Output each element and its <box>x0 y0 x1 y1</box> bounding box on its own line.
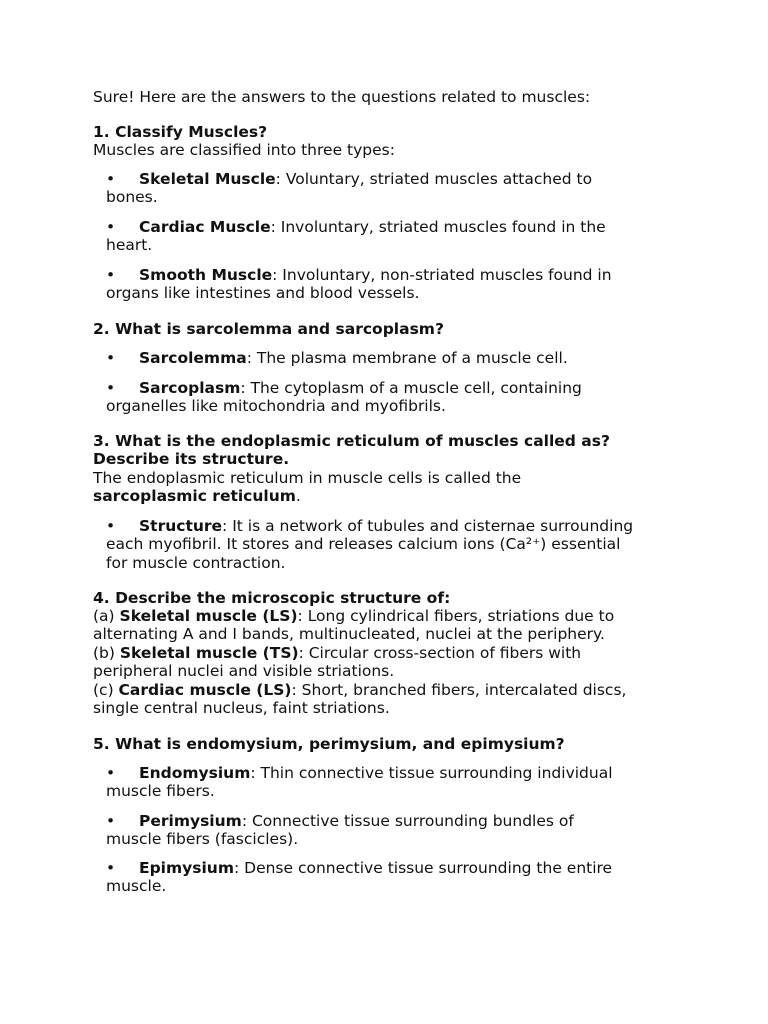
bullet: • <box>106 170 116 188</box>
definition: : Short, branched fibers, intercalated discs, <box>291 681 627 699</box>
term: Cardiac muscle (LS) <box>118 681 292 699</box>
item-prefix: (c) <box>93 681 119 699</box>
q5-heading: 5. What is endomysium, perimysium, and epimysium? <box>93 735 565 753</box>
definition-cont: organelles like mitochondria and myofibrils. <box>106 397 446 416</box>
q5-item-epimysium <box>106 859 691 896</box>
bullet: • <box>106 812 116 830</box>
bullet: • <box>106 218 116 236</box>
q3-item-structure <box>106 517 706 572</box>
definition-cont: heart. <box>106 236 153 255</box>
definition-cont: alternating A and I bands, multinucleated, nuclei at the periphery. <box>93 625 605 644</box>
definition-cont: muscle fibers (fascicles). <box>106 830 299 849</box>
q5-item-endomysium <box>106 764 691 801</box>
q3-lead <box>93 469 693 506</box>
q4-item-a <box>93 607 693 644</box>
item-prefix: (a) <box>93 607 120 625</box>
bullet: • <box>106 379 116 397</box>
bullet: • <box>106 859 116 877</box>
definition-cont: each myofibril. It stores and releases calcium ions (Ca²⁺) essential <box>106 535 621 554</box>
q4-heading: 4. Describe the microscopic structure of: <box>93 589 451 607</box>
q3-lead-term: sarcoplasmic reticulum <box>93 487 296 506</box>
definition: : Involuntary, non-striated muscles found in <box>272 266 612 284</box>
term: Skeletal Muscle <box>139 170 276 188</box>
definition: : It is a network of tubules and cisternae surrounding <box>222 517 634 535</box>
q2-heading: 2. What is sarcolemma and sarcoplasm? <box>93 320 444 338</box>
definition-cont: peripheral nuclei and visible striations. <box>93 662 395 681</box>
q1-item-skeletal <box>106 170 691 207</box>
term: Epimysium <box>139 859 234 877</box>
q5-item-perimysium <box>106 812 691 849</box>
term: Structure <box>139 517 223 535</box>
definition: : Long cylindrical fibers, striations due to <box>297 607 615 625</box>
term: Cardiac Muscle <box>139 218 271 236</box>
term: Skeletal muscle (TS) <box>119 644 299 662</box>
term: Smooth Muscle <box>139 266 273 284</box>
definition: : Involuntary, striated muscles found in the <box>270 218 606 236</box>
q3-heading-line2: Describe its structure. <box>93 450 290 469</box>
q1-lead: Muscles are classified into three types: <box>93 141 395 159</box>
bullet: • <box>106 266 116 284</box>
q1-heading: 1. Classify Muscles? <box>93 123 268 141</box>
definition: : Connective tissue surrounding bundles of <box>241 812 574 830</box>
bullet: • <box>106 517 116 535</box>
q1-item-cardiac <box>106 218 691 255</box>
term: Sarcoplasm <box>139 379 241 397</box>
term: Skeletal muscle (LS) <box>119 607 298 625</box>
term: Perimysium <box>139 812 242 830</box>
definition-cont: bones. <box>106 188 158 207</box>
item-prefix: (b) <box>93 644 120 662</box>
q1-item-smooth <box>106 266 691 303</box>
definition: : Voluntary, striated muscles attached to <box>275 170 593 188</box>
definition: : The plasma membrane of a muscle cell. <box>246 349 568 367</box>
q4-item-c <box>93 681 693 718</box>
definition-cont: muscle. <box>106 877 167 896</box>
bullet: • <box>106 764 116 782</box>
term: Sarcolemma <box>139 349 247 367</box>
definition-cont: muscle fibers. <box>106 782 215 801</box>
q3-lead-end: . <box>295 487 301 506</box>
q3-heading-line1: 3. What is the endoplasmic reticulum of muscles called as? <box>93 432 610 450</box>
q4-item-b <box>93 644 693 681</box>
definition: : Circular cross-section of fibers with <box>298 644 582 662</box>
definition: : Thin connective tissue surrounding individual <box>250 764 613 782</box>
term: Endomysium <box>139 764 251 782</box>
q2-item-sarcoplasm <box>106 379 691 416</box>
bullet: • <box>106 349 116 367</box>
q3-heading <box>93 432 733 469</box>
definition-cont-2: for muscle contraction. <box>106 553 286 572</box>
definition: : Dense connective tissue surrounding the entire <box>233 859 613 877</box>
q3-lead-line1: The endoplasmic reticulum in muscle cells is called the <box>93 469 522 487</box>
definition-cont: organs like intestines and blood vessels. <box>106 284 420 303</box>
definition-cont: single central nucleus, faint striations. <box>93 699 390 718</box>
intro-text: Sure! Here are the answers to the questions related to muscles: <box>93 88 591 106</box>
q2-item-sarcolemma <box>106 349 691 367</box>
definition: : The cytoplasm of a muscle cell, containing <box>240 379 582 397</box>
